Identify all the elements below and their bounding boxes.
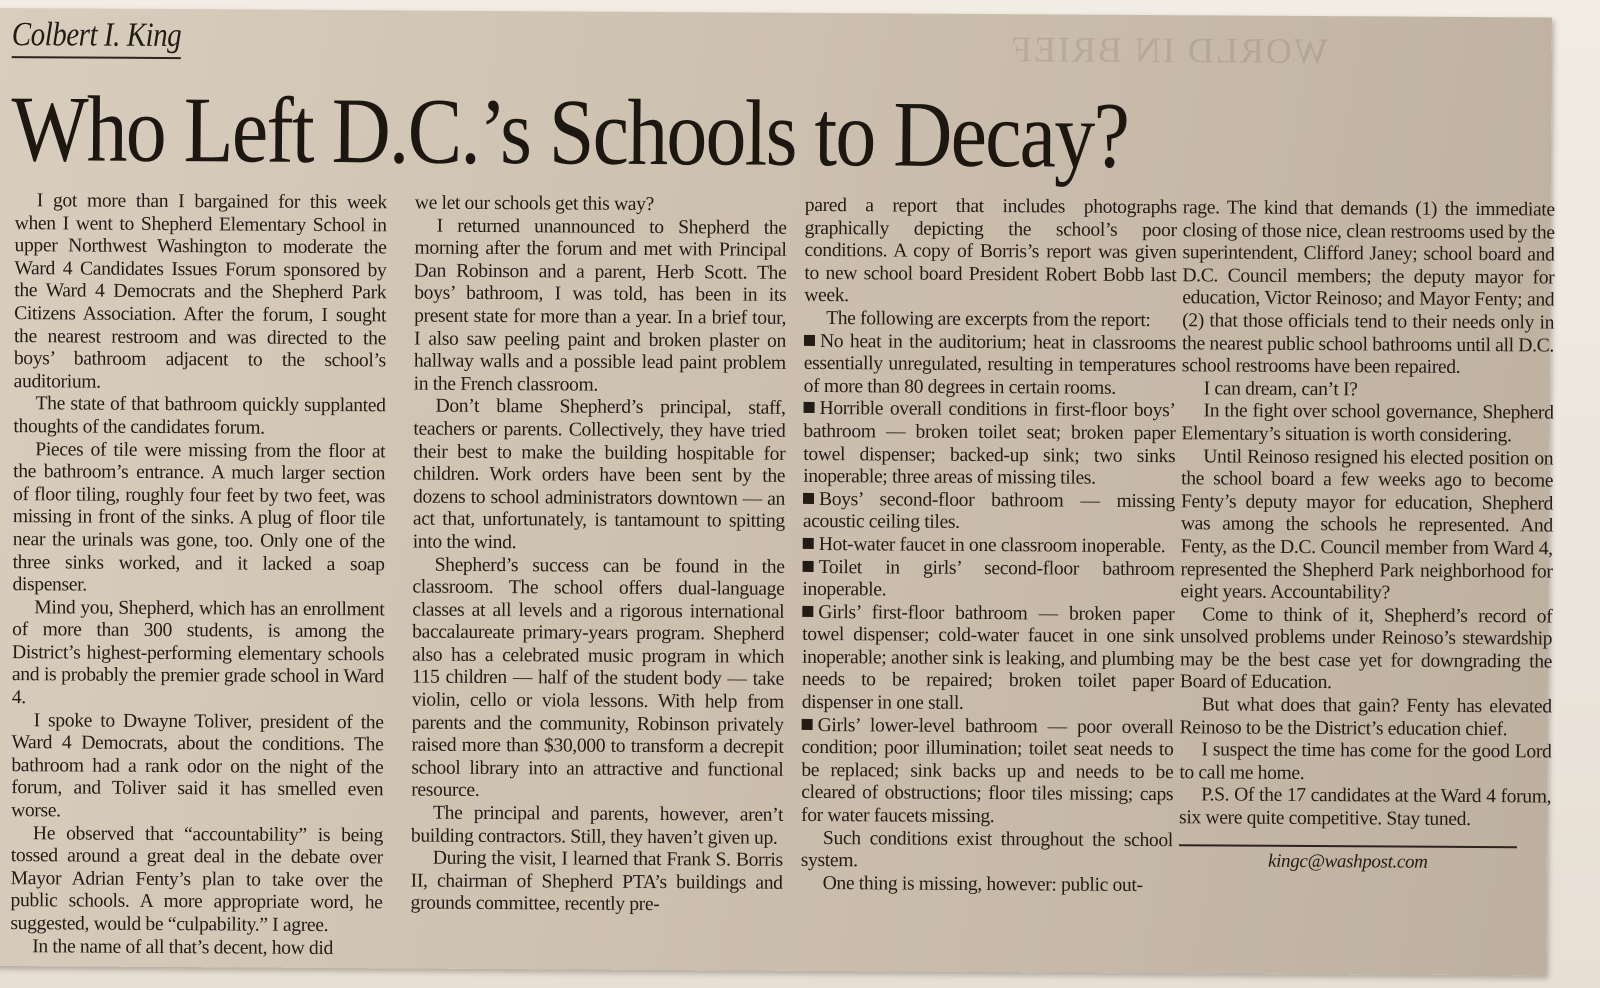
continued-paragraph: rage. The kind that demands (1) the immediate closing of those nice, clean restrooms used by the superintendent, Clifford Janey; school board and D.C. Council members; the deputy mayor for education, Victor Reinoso; and Mayor Fenty; and (2) that those officials tend to their needs only in the nearest public school bathrooms until all D.C. school restrooms have been repaired.: [1181, 197, 1555, 379]
continued-paragraph: pared a report that includes photographs graphically depicting the school’s poor conditions. A copy of Borris’s report was given to new school board President Robert Bobb last week.: [804, 194, 1177, 307]
paragraph: I returned unannounced to Shepherd the morning after the forum and met with Principal Dan Robinson and a parent, Herb Scott. The boys’ bathroom, I was told, has been in its present state for more than a year. In a brief tour, I also saw peeling paint and broken plaster on hallway walls and a possible lead paint problem in the French classroom.: [413, 215, 787, 396]
square-bullet-icon: [802, 606, 813, 617]
paragraph: Don’t blame Shepherd’s principal, staff, teachers or parents. Collectively, they have tried their best to make the building hospitable for children. Work orders have been sent by the dozens to school administrators downtown — an act that, unfortunately, is tantamount to spitting into the wind.: [412, 396, 786, 554]
paragraph: The following are excerpts from the report:: [826, 308, 1151, 332]
report-excerpt-item: Boys’ second-floor bathroom — missing acoustic ceiling tiles.: [802, 488, 1176, 534]
report-excerpt-item: No heat in the auditorium; heat in classrooms essentially unregulated, resulting in temperatures of more than 80 degrees in certain rooms.: [803, 330, 1177, 399]
square-bullet-icon: [803, 538, 814, 549]
square-bullet-icon: [803, 493, 814, 504]
paragraph: Until Reinoso resigned his elected position on the school board a few weeks ago to become Fenty’s deputy mayor for education, Shepherd was among the schools he represented. And Fenty, as the D.C. Council member from Ward 4, represented the Shepherd Park neighborhood for eight years. Accountability?: [1180, 445, 1554, 604]
paragraph: One thing is missing, however: public out-: [822, 872, 1143, 896]
paragraph: Mind you, Shepherd, which has an enrollment of more than 300 students, is among the District’s highest-performing elementary schools and is probably the premier grade school in Ward 4.: [11, 596, 385, 709]
byline: Colbert I. King: [12, 16, 182, 59]
report-excerpt-item: Girls’ first-floor bathroom — broken paper towel dispenser; cold-water faucet in one sink inoperable; another sink is leaking, and plumbing needs to be repaired; broken toilet paper dispenser in one stall.: [801, 601, 1175, 714]
paragraph: Pieces of tile were missing from the floor at the bathroom’s entrance. A much larger section of floor tiling, roughly four feet by two feet, was missing in front of the sinks. A plug of floor tile near the urinals was gone, too. Only one of the three sinks worked, and it lacked a soap dispenser.: [12, 438, 386, 596]
paragraph: The principal and parents, however, aren’t building contractors. Still, they haven’t given up.: [410, 802, 784, 849]
signature-divider: [1179, 844, 1517, 848]
paragraph: I can dream, can’t I?: [1203, 378, 1358, 401]
paragraph: Shepherd’s success can be found in the classroom. The school offers dual-language classes at all levels and a rigorous international baccalaureate primary-years program. Shepherd also has a celebrated music program in which 115 children — half of the student body — take violin, cello or viola lessons. With help from parents and the community, Robinson privately raised more than $30,000 to transform a decrepit school library into an attractive and functional resource.: [411, 554, 785, 802]
paragraph: Come to think of it, Shepherd’s record of unsolved problems under Reinoso’s stewardship may be the best case yet for downgrading the Board of Education.: [1179, 604, 1553, 694]
newspaper-clipping: [0, 8, 1555, 975]
paragraph: P.S. Of the 17 candidates at the Ward 4 forum, six were quite competitive. Stay tuned.: [1179, 784, 1552, 831]
continued-paragraph: we let our schools get this way?: [414, 192, 654, 215]
paragraph: I suspect the time has come for the good Lord to call me home.: [1179, 739, 1552, 784]
author-email: kingc@washpost.com: [1268, 850, 1428, 873]
headline: Who Left D.C.’s Schools to Decay?: [10, 77, 1129, 188]
article-column-3: [801, 195, 1177, 898]
paragraph: In the fight over school governance, Shepherd Elementary’s situation is worth considering.: [1181, 400, 1554, 447]
paragraph: I spoke to Dwayne Toliver, president of the Ward 4 Democrats, about the conditions. The bathroom had a rank odor on the night of the forum, and Toliver said it has smelled even worse.: [11, 709, 384, 822]
report-excerpt-item: Girls’ lower-level bathroom — poor overall condition; poor illumination; toilet seat needs to be replaced; sink backs up and needs to be cleared of obstructions; floor tiles missing; caps for water faucets missing.: [801, 714, 1174, 828]
paragraph: During the visit, I learned that Frank S. Borris II, chairman of Shepherd PTA’s buildings and grounds committee, recently pre-: [410, 847, 783, 916]
report-excerpt-item: Toilet in girls’ second-floor bathroom inoperable.: [802, 556, 1175, 601]
square-bullet-icon: [804, 334, 815, 345]
paragraph: Such conditions exist throughout the school system.: [800, 827, 1174, 872]
paragraph: In the name of all that’s decent, how did: [32, 935, 334, 959]
square-bullet-icon: [804, 402, 815, 413]
article-column-1: [10, 190, 387, 960]
bleed-through-header: WORLD IN BRIEF: [1009, 29, 1328, 72]
article-column-4: [1179, 197, 1555, 874]
article-column-2: [410, 193, 786, 918]
report-excerpt-item: Horrible overall conditions in first-floor boys’ bathroom — broken toilet seat; broken paper towel dispenser; backed-up sink; two sinks inoperable; three areas of missing tiles.: [803, 398, 1176, 489]
square-bullet-icon: [802, 719, 813, 730]
report-excerpt-item: Hot-water faucet in one classroom inoperable.: [803, 534, 1175, 559]
paragraph: I got more than I bargained for this week when I went to Shepherd Elementary School in upper Northwest Washington to moderate the Ward 4 Candidates Issues Forum sponsored by the Ward 4 Democrats and the Shepherd Park Citizens Association. After the forum, I sought the nearest restroom and was directed to the boys’ bathroom adjacent to the school’s auditorium.: [13, 190, 387, 393]
paragraph: The state of that bathroom quickly supplanted thoughts of the candidates forum.: [13, 393, 386, 439]
paragraph: He observed that “accountability” is being tossed around a great deal in the debate over Mayor Adrian Fenty’s plan to take over the public schools. A more appropriate word, he suggested, would be “culpability.” I agree.: [10, 822, 384, 937]
article-body: [10, 190, 1555, 969]
square-bullet-icon: [803, 560, 814, 571]
paragraph: But what does that gain? Fenty has elevated Reinoso to be the District’s education chief.: [1179, 694, 1552, 740]
